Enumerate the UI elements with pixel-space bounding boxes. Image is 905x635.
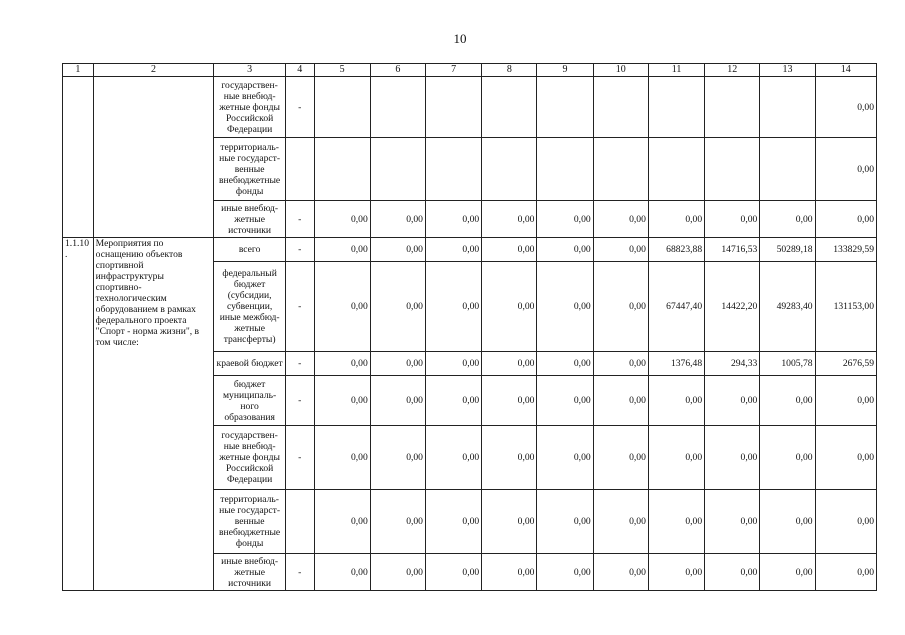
amount-cell [370, 77, 425, 138]
amount-cell: 0,00 [370, 554, 425, 591]
table-row [63, 77, 877, 138]
amount-cell: 0,00 [537, 490, 593, 554]
column-number: 12 [705, 64, 760, 77]
funding-source-label: территориаль-ные государст-венные внебюджетные фонды [214, 490, 286, 554]
column-number: 9 [537, 64, 593, 77]
column-number: 8 [482, 64, 537, 77]
funding-source-label: территориаль-ные государст-венные внебюджетные фонды [214, 138, 286, 201]
amount-cell: 0,00 [482, 490, 537, 554]
dash-marker: - [285, 238, 314, 262]
funding-source-label: федеральный бюджет (субсидии, субвенции, иные межбюд-жетные трансферты) [214, 262, 286, 352]
amount-cell: 0,00 [482, 262, 537, 352]
amount-cell [314, 138, 370, 201]
amount-cell [593, 77, 648, 138]
amount-cell: 0,00 [593, 554, 648, 591]
item-name: Мероприятия по оснащению объектов спортивной инфраструктуры спортивно-технологическим оборудованием в рамках федерального проекта "Спорт - норма жизни", в том числе: [93, 238, 214, 591]
amount-cell: 0,00 [815, 138, 876, 201]
amount-cell: 294,33 [705, 352, 760, 376]
amount-cell: 0,00 [482, 376, 537, 426]
amount-cell: 0,00 [593, 490, 648, 554]
column-number: 10 [593, 64, 648, 77]
amount-cell: 0,00 [815, 201, 876, 238]
amount-cell: 0,00 [537, 376, 593, 426]
column-number: 11 [648, 64, 704, 77]
amount-cell: 0,00 [760, 376, 815, 426]
amount-cell [705, 77, 760, 138]
amount-cell: 0,00 [482, 426, 537, 490]
amount-cell [648, 138, 704, 201]
dash-marker: - [285, 77, 314, 138]
amount-cell [593, 138, 648, 201]
column-number: 5 [314, 64, 370, 77]
amount-cell: 14422,20 [705, 262, 760, 352]
dash-marker [285, 138, 314, 201]
amount-cell: 0,00 [314, 352, 370, 376]
amount-cell [537, 138, 593, 201]
dash-marker: - [285, 426, 314, 490]
page-number: 10 [453, 31, 467, 46]
amount-cell: 0,00 [593, 238, 648, 262]
amount-cell: 0,00 [314, 426, 370, 490]
funding-source-label: бюджет муниципаль-ного образования [214, 376, 286, 426]
amount-cell [760, 138, 815, 201]
amount-cell: 0,00 [537, 352, 593, 376]
amount-cell: 0,00 [314, 554, 370, 591]
dash-marker [285, 490, 314, 554]
amount-cell: 49283,40 [760, 262, 815, 352]
funding-source-label: краевой бюджет [214, 352, 286, 376]
column-number: 4 [285, 64, 314, 77]
column-number: 14 [815, 64, 876, 77]
item-code: 1.1.10 . [63, 238, 94, 591]
funding-source-label: государствен-ные внебюд-жетные фонды Российской Федерации [214, 77, 286, 138]
amount-cell: 0,00 [593, 262, 648, 352]
funding-source-label: иные внебюд-жетные источники [214, 554, 286, 591]
amount-cell: 0,00 [425, 262, 481, 352]
table-row [63, 238, 877, 262]
amount-cell: 0,00 [314, 262, 370, 352]
amount-cell: 67447,40 [648, 262, 704, 352]
amount-cell: 0,00 [370, 426, 425, 490]
amount-cell: 0,00 [760, 554, 815, 591]
amount-cell [648, 77, 704, 138]
budget-table [62, 63, 877, 591]
dash-marker: - [285, 201, 314, 238]
amount-cell: 0,00 [648, 554, 704, 591]
amount-cell: 0,00 [314, 376, 370, 426]
amount-cell: 0,00 [370, 352, 425, 376]
amount-cell: 0,00 [370, 262, 425, 352]
amount-cell: 0,00 [705, 426, 760, 490]
amount-cell: 0,00 [537, 262, 593, 352]
amount-cell: 0,00 [593, 376, 648, 426]
amount-cell: 0,00 [537, 201, 593, 238]
amount-cell: 0,00 [482, 238, 537, 262]
empty-code-cell [63, 77, 94, 238]
amount-cell: 0,00 [425, 426, 481, 490]
column-number: 13 [760, 64, 815, 77]
amount-cell: 0,00 [425, 376, 481, 426]
column-number-row [63, 64, 877, 77]
amount-cell: 0,00 [705, 201, 760, 238]
amount-cell: 133829,59 [815, 238, 876, 262]
amount-cell: 0,00 [370, 376, 425, 426]
amount-cell: 0,00 [648, 490, 704, 554]
amount-cell: 131153,00 [815, 262, 876, 352]
amount-cell: 0,00 [425, 490, 481, 554]
funding-source-label: всего [214, 238, 286, 262]
amount-cell: 0,00 [314, 201, 370, 238]
amount-cell: 0,00 [482, 554, 537, 591]
column-number: 6 [370, 64, 425, 77]
empty-name-cell [93, 77, 214, 238]
amount-cell [370, 138, 425, 201]
amount-cell: 0,00 [648, 201, 704, 238]
amount-cell: 0,00 [705, 554, 760, 591]
amount-cell: 0,00 [482, 201, 537, 238]
amount-cell: 0,00 [648, 426, 704, 490]
amount-cell: 0,00 [314, 238, 370, 262]
amount-cell: 0,00 [314, 490, 370, 554]
amount-cell: 0,00 [648, 376, 704, 426]
amount-cell: 0,00 [705, 376, 760, 426]
amount-cell: 0,00 [815, 426, 876, 490]
amount-cell [314, 77, 370, 138]
dash-marker: - [285, 262, 314, 352]
amount-cell: 0,00 [815, 77, 876, 138]
amount-cell: 1005,78 [760, 352, 815, 376]
amount-cell: 0,00 [593, 201, 648, 238]
column-number: 2 [93, 64, 214, 77]
dash-marker: - [285, 376, 314, 426]
funding-source-label: иные внебюд-жетные источники [214, 201, 286, 238]
amount-cell: 0,00 [815, 376, 876, 426]
amount-cell: 0,00 [425, 201, 481, 238]
amount-cell [537, 77, 593, 138]
column-number: 1 [63, 64, 94, 77]
amount-cell [760, 77, 815, 138]
amount-cell [482, 138, 537, 201]
amount-cell: 0,00 [815, 554, 876, 591]
amount-cell: 14716,53 [705, 238, 760, 262]
amount-cell: 0,00 [593, 426, 648, 490]
amount-cell: 0,00 [537, 426, 593, 490]
funding-source-label: государствен-ные внебюд-жетные фонды Российской Федерации [214, 426, 286, 490]
amount-cell: 0,00 [593, 352, 648, 376]
amount-cell [425, 138, 481, 201]
amount-cell: 0,00 [425, 352, 481, 376]
amount-cell: 0,00 [537, 554, 593, 591]
amount-cell: 0,00 [425, 554, 481, 591]
amount-cell: 0,00 [760, 426, 815, 490]
amount-cell [705, 138, 760, 201]
amount-cell: 0,00 [370, 490, 425, 554]
amount-cell: 2676,59 [815, 352, 876, 376]
amount-cell: 0,00 [760, 201, 815, 238]
amount-cell: 0,00 [370, 201, 425, 238]
column-number: 7 [425, 64, 481, 77]
amount-cell: 0,00 [482, 352, 537, 376]
amount-cell: 0,00 [705, 490, 760, 554]
amount-cell: 0,00 [537, 238, 593, 262]
amount-cell: 0,00 [760, 490, 815, 554]
amount-cell: 68823,88 [648, 238, 704, 262]
dash-marker: - [285, 554, 314, 591]
amount-cell: 0,00 [815, 490, 876, 554]
amount-cell: 50289,18 [760, 238, 815, 262]
column-number: 3 [214, 64, 286, 77]
amount-cell [482, 77, 537, 138]
amount-cell: 0,00 [425, 238, 481, 262]
amount-cell [425, 77, 481, 138]
dash-marker: - [285, 352, 314, 376]
amount-cell: 1376,48 [648, 352, 704, 376]
amount-cell: 0,00 [370, 238, 425, 262]
